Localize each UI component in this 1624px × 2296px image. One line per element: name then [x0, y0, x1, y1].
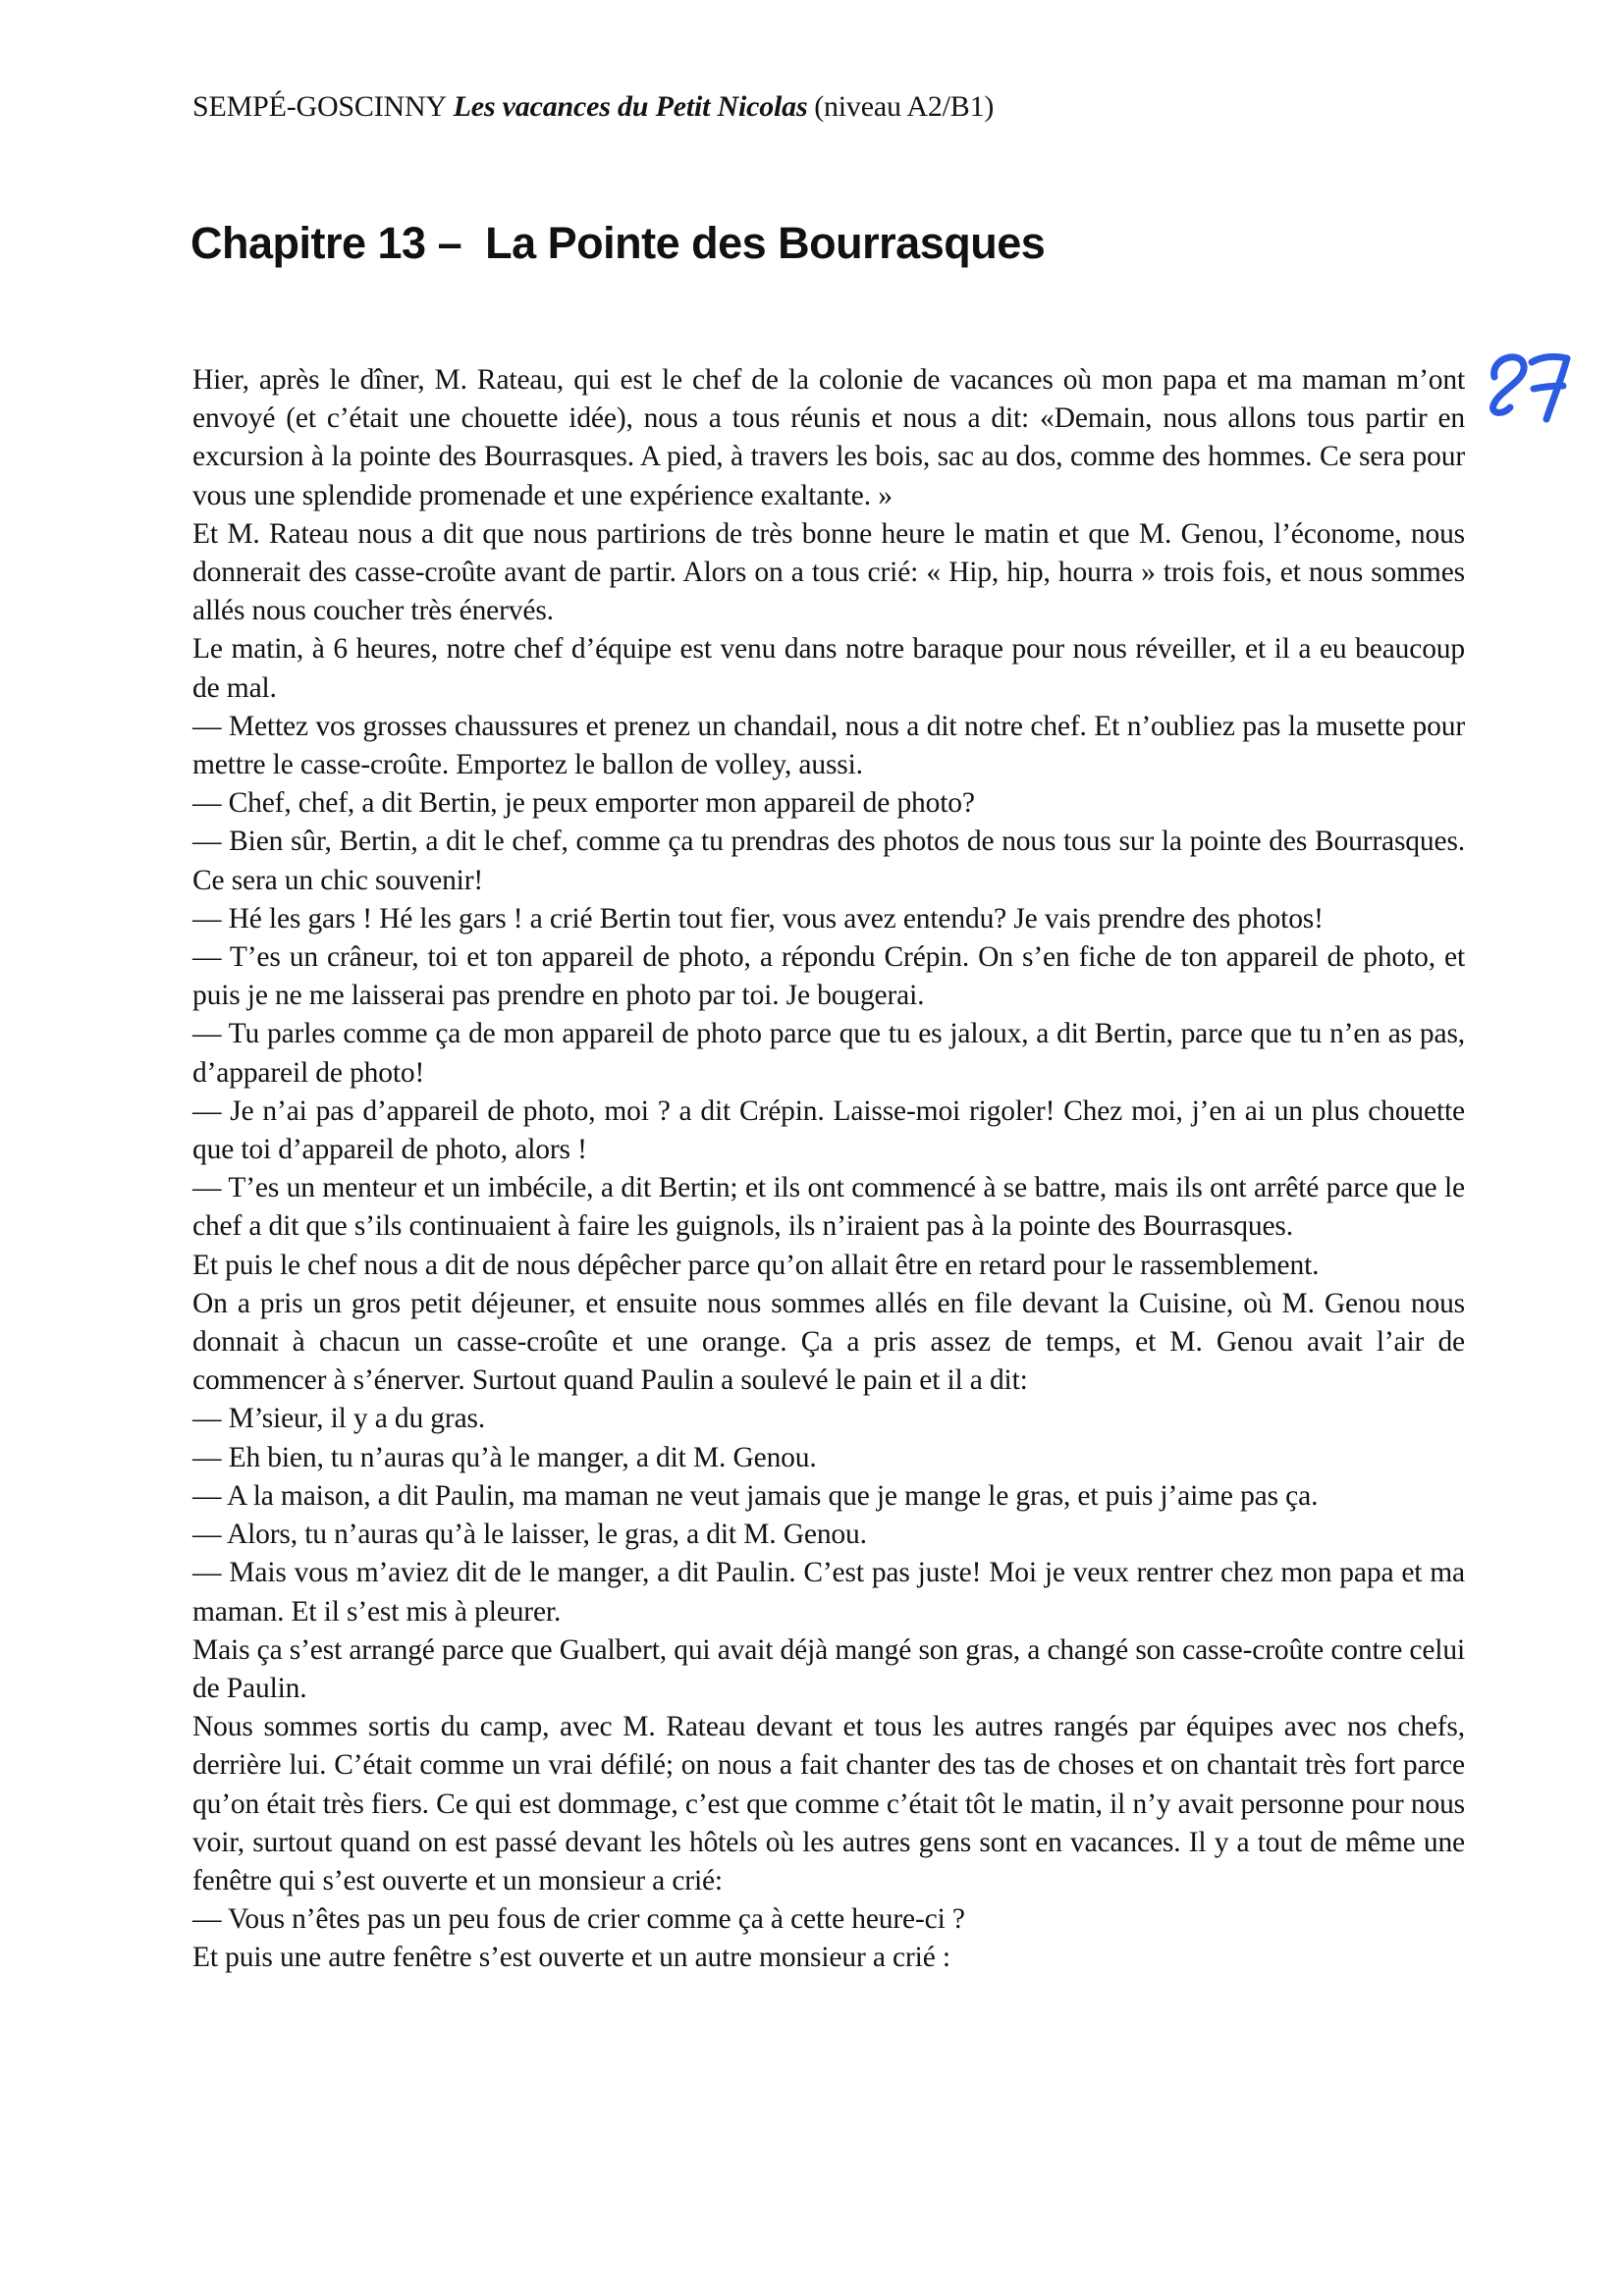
paragraph: — Tu parles comme ça de mon appareil de photo parce que tu es jaloux, a dit Bertin, parce que tu n’en as pas, d’appareil de photo!	[192, 1018, 1465, 1089]
header-level: (niveau A2/B1)	[814, 90, 995, 123]
paragraph: Hier, après le dîner, M. Rateau, qui est le chef de la colonie de vacances où mon papa et ma maman m’ont envoyé (et c’était une chouette idée), nous a tous réunis et nous a dit: «Demain, nous allons tous partir en excursion à la pointe des Bourrasques. A pied, à travers les bois, sac au dos, comme des hommes. Ce sera pour vous une splendide promenade et une expérience exaltante. »	[192, 364, 1465, 511]
paragraph: — T’es un menteur et un imbécile, a dit Bertin; et ils ont commencé à se battre, mais ils ont arrêté parce que le chef a dit que s’ils continuaient à faire les guignols, ils n’iraient pas à la pointe des Bourrasques.	[192, 1172, 1465, 1243]
chapter-title: Chapitre 13 – La Pointe des Bourrasques	[190, 218, 1046, 268]
header-book-title: Les vacances du Petit Nicolas	[453, 90, 808, 123]
paragraph: Et puis une autre fenêtre s’est ouverte et un autre monsieur a crié :	[192, 1942, 950, 1974]
header-author: SEMPÉ-GOSCINNY	[192, 90, 447, 123]
paragraph: — Bien sûr, Bertin, a dit le chef, comme ça tu prendras des photos de nous tous sur la pointe des Bourrasques. Ce sera un chic souvenir!	[192, 826, 1465, 896]
paragraph: On a pris un gros petit déjeuner, et ensuite nous sommes allés en file devant la Cuisine, où M. Genou nous donnait à chacun un casse-croûte et une orange. Ça a pris assez de temps, et M. Genou avait l’air de commencer à s’énerver. Surtout quand Paulin a soulevé le pain et il a dit:	[192, 1287, 1465, 1397]
chapter-body	[192, 361, 1465, 1978]
paragraph: — M’sieur, il y a du gras.	[192, 1403, 486, 1435]
paragraph: — Vous n’êtes pas un peu fous de crier comme ça à cette heure-ci ?	[192, 1903, 965, 1936]
paragraph: — Je n’ai pas d’appareil de photo, moi ? a dit Crépin. Laisse-moi rigoler! Chez moi, j’en ai un plus chouette que toi d’appareil de photo, alors !	[192, 1095, 1465, 1166]
handwritten-page-number-27	[1483, 346, 1581, 430]
paragraph: — Eh bien, tu n’auras qu’à le manger, a dit M. Genou.	[192, 1441, 817, 1473]
paragraph: — Mais vous m’aviez dit de le manger, a dit Paulin. C’est pas juste! Moi je veux rentrer chez mon papa et ma maman. Et il s’est mis à pleurer.	[192, 1557, 1465, 1628]
paragraph: — A la maison, a dit Paulin, ma maman ne veut jamais que je mange le gras, et puis j’aime pas ça.	[192, 1479, 1319, 1512]
digit-7-crossbar-stroke	[1534, 386, 1563, 389]
paragraph: — Chef, chef, a dit Bertin, je peux emporter mon appareil de photo?	[192, 787, 975, 820]
paragraph: Et M. Rateau nous a dit que nous partirions de très bonne heure le matin et que M. Genou, l’économe, nous donnerait des casse-croûte avant de partir. Alors on a tous crié: « Hip, hip, hourra » trois fois, et nous sommes allés nous coucher très énervés.	[192, 517, 1465, 627]
paragraph: — Hé les gars ! Hé les gars ! a crié Bertin tout fier, vous avez entendu? Je vais prendre des photos!	[192, 902, 1324, 934]
paragraph: Le matin, à 6 heures, notre chef d’équipe est venu dans notre baraque pour nous réveiller, et il a eu beaucoup de mal.	[192, 633, 1465, 704]
paragraph: Et puis le chef nous a dit de nous dépêcher parce qu’on allait être en retard pour le rassemblement.	[192, 1249, 1320, 1281]
paragraph: — Mettez vos grosses chaussures et prenez un chandail, nous a dit notre chef. Et n’oubliez pas la musette pour mettre le casse-croûte. Emportez le ballon de volley, aussi.	[192, 710, 1465, 781]
document-header	[192, 88, 994, 126]
paragraph: — Alors, tu n’auras qu’à le laisser, le gras, a dit M. Genou.	[192, 1519, 867, 1551]
paragraph: Mais ça s’est arrangé parce que Gualbert, qui avait déjà mangé son gras, a changé son casse-croûte contre celui de Paulin.	[192, 1633, 1465, 1704]
paragraph: — T’es un crâneur, toi et ton appareil de photo, a répondu Crépin. On s’en fiche de ton appareil de photo, et puis je ne me laisserai pas prendre en photo par toi. Je bougerai.	[192, 941, 1465, 1012]
paragraph: Nous sommes sortis du camp, avec M. Rateau devant et tous les autres rangés par équipes avec nos chefs, derrière lui. C’était comme un vrai défilé; on nous a fait chanter des tas de choses et on chantait très fort parce qu’on était très fiers. Ce qui est dommage, c’est que comme c’était tôt le matin, il n’y avait personne pour nous voir, surtout quand on est passé devant les hôtels où les autres gens sont en vacances. Il y a tout de même une fenêtre qui s’est ouverte et un monsieur a crié:	[192, 1711, 1465, 1896]
digit-2-stroke	[1493, 357, 1525, 413]
